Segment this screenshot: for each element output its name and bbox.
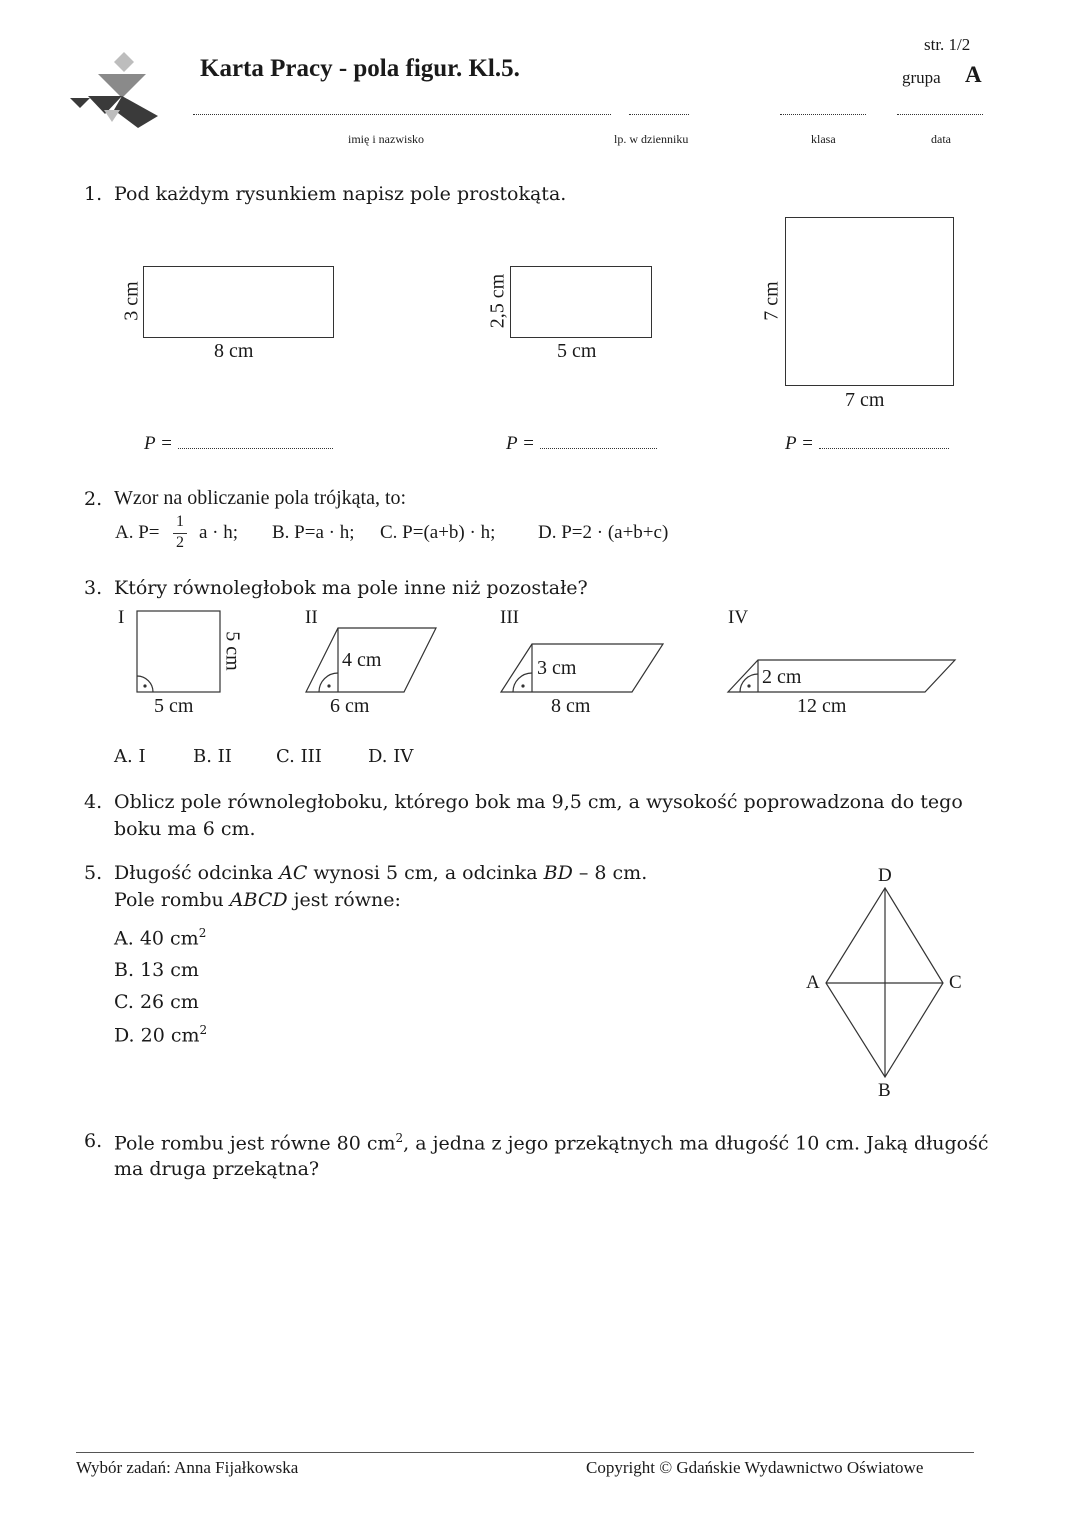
rect-1-bottom: 8 cm	[214, 340, 254, 362]
q3-answer-b: B. II	[193, 746, 232, 767]
page-indicator: str. 1/2	[924, 35, 971, 54]
q6-line1-part2: , a jedna z jego przekątnych ma długość 10 cm. Jaką długość	[403, 1132, 989, 1155]
q2-text: Wzor na obliczanie pola trójkąta, to:	[114, 487, 407, 509]
q5-answer-b-value: 13 cm	[140, 959, 199, 981]
q2-fraction-den: 2	[176, 534, 184, 551]
figure-iv-label: IV	[728, 607, 749, 628]
q6-number: 6.	[84, 1130, 103, 1152]
q4-number: 4.	[84, 791, 103, 813]
q5-line2-part2: jest równe:	[287, 889, 401, 911]
figure-iii-label: III	[500, 607, 519, 628]
segment-bd: BD	[543, 862, 573, 884]
q5-answer-d-sup: 2	[199, 1023, 208, 1037]
date-caption: data	[931, 132, 951, 146]
vertex-d-label: D	[878, 865, 892, 886]
q2-option-b: B. P=a · h;	[272, 522, 355, 543]
q2-option-a-prefix: A. P=	[115, 522, 160, 543]
rect-2-bottom: 5 cm	[557, 340, 597, 362]
figure-i-label: I	[118, 607, 125, 628]
rect-1-side: 3 cm	[120, 281, 143, 321]
q3-answer-a: A. I	[114, 746, 146, 767]
q5-answer-b-letter: B.	[114, 959, 135, 981]
q5-answer-c-letter: C.	[114, 991, 134, 1013]
name-caption: imię i nazwisko	[348, 132, 424, 146]
figure-ii-base: 6 cm	[330, 695, 370, 717]
class-caption: klasa	[811, 132, 836, 146]
area-label-2: P =	[506, 433, 535, 454]
rect-2-side: 2,5 cm	[486, 273, 509, 329]
area-label-1: P =	[144, 433, 173, 454]
vertex-c-label: C	[949, 972, 962, 993]
q1-number: 1.	[84, 183, 103, 205]
group-value: A	[965, 62, 982, 87]
vertex-a-label: A	[806, 972, 820, 993]
vertex-b-label: B	[878, 1080, 891, 1101]
q1-text: Pod każdym rysunkiem napisz pole prostokąta.	[114, 183, 567, 205]
q6-line2: ma druga przekątna?	[114, 1158, 320, 1180]
q5-answer-d-value: 20 cm	[140, 1024, 200, 1047]
rect-3-bottom: 7 cm	[845, 389, 885, 411]
q5-number: 5.	[84, 862, 103, 884]
q3-answer-c: C. III	[276, 746, 322, 767]
q3-text: Który równoległobok ma pole inne niż pozostałe?	[114, 577, 588, 599]
q3-number: 3.	[84, 577, 103, 599]
area-label-3: P =	[785, 433, 814, 454]
q5-answer-a-letter: A.	[114, 927, 134, 950]
figure-i-height: 5 cm	[221, 631, 244, 671]
footer-copyright: Copyright © Gdańskie Wydawnictwo Oświatowe	[586, 1458, 924, 1477]
q2-fraction-num: 1	[176, 513, 184, 530]
footer-rule	[76, 1452, 974, 1453]
segment-ac: AC	[279, 862, 308, 884]
rhombus-name: ABCD	[229, 889, 288, 911]
worksheet-title: Karta Pracy - pola figur. Kl.5.	[200, 55, 520, 82]
q4-line2: boku ma 6 cm.	[114, 818, 256, 840]
figure-i-base: 5 cm	[154, 695, 194, 717]
figure-iv-height: 2 cm	[762, 666, 802, 688]
q5-answer-d-letter: D.	[114, 1024, 135, 1047]
q5-answer-c-value: 26 cm	[139, 991, 199, 1013]
figure-ii-label: II	[305, 607, 318, 628]
group-label: grupa	[902, 68, 941, 87]
q2-option-a-suffix: a · h;	[199, 522, 239, 543]
q5-line1-part2: wynosi 5 cm, a odcinka	[307, 862, 544, 884]
q5-answer-a-sup: 2	[198, 926, 207, 940]
q2-option-c: C. P=(a+b) · h;	[380, 522, 496, 543]
q5-line1-part1: Długość odcinka	[114, 862, 280, 884]
q4-line1: Oblicz pole równoległoboku, którego bok ma 9,5 cm, a wysokość poprowadzona do tego	[114, 791, 963, 813]
q6-line1-part1: Pole rombu jest równe 80 cm	[114, 1132, 396, 1155]
figure-iv-base: 12 cm	[797, 695, 847, 717]
q2-option-d: D. P=2 · (a+b+c)	[538, 522, 669, 543]
q5-answer-a-value: 40 cm	[139, 927, 199, 950]
figure-iii-height: 3 cm	[537, 657, 577, 679]
q5-line2-part1: Pole rombu	[114, 889, 230, 911]
number-caption: lp. w dzienniku	[614, 132, 689, 146]
q5-line1-part3: – 8 cm.	[572, 862, 648, 884]
q6-line1-sup: 2	[395, 1131, 404, 1145]
footer-author: Wybór zadań: Anna Fijałkowska	[76, 1458, 299, 1477]
figure-ii-height: 4 cm	[342, 649, 382, 671]
figure-iii-base: 8 cm	[551, 695, 591, 717]
q3-answer-d: D. IV	[368, 746, 414, 767]
q2-number: 2.	[84, 488, 103, 510]
rect-3-side: 7 cm	[760, 281, 783, 321]
q6-line1	[114, 1131, 989, 1154]
